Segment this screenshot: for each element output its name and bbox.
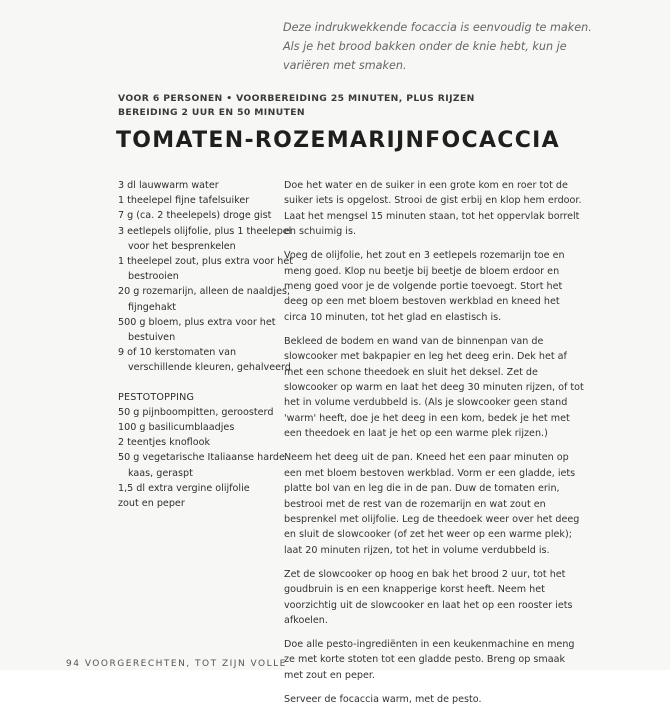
ingredient-item: 20 g rozemarijn, alleen de naaldjes, fijngehakt	[118, 286, 291, 313]
recipe-title: TOMATEN-ROZEMARIJNFOCACCIA	[116, 128, 560, 153]
ingredient-item: 7 g (ca. 2 theelepels) droge gist	[118, 210, 272, 222]
ingredient-item: 3 eetlepels olijfolie, plus 1 theelepel voor het besprenkelen	[118, 225, 292, 252]
ingredient-item: 3 dl lauwwarm water	[118, 180, 219, 191]
method-steps	[284, 178, 584, 716]
intro-text: Deze indrukwekkende focaccia is eenvoudig te maken. Als je het brood bakken onder de knie hebt, kun je variëren met smaken.	[283, 21, 592, 72]
method-step: Serveer de focaccia warm, met de pesto.	[284, 693, 482, 705]
meta-servings-prep: VOOR 6 PERSONEN • VOORBEREIDING 25 MINUTEN, PLUS RIJZEN	[118, 93, 475, 104]
method-step: Doe het water en de suiker in een grote kom en roer tot de suiker iets is opgelost. Strooi de gist erbij en klop hem erdoor. Laat het mengsel 15 minuten staan, tot het oppervlak borrelt en schuimig is.	[284, 180, 582, 238]
ingredients-list	[118, 178, 298, 511]
meta-cooking-time: BEREIDING 2 UUR EN 50 MINUTEN	[118, 107, 305, 118]
recipe-meta	[118, 92, 598, 120]
ingredient-item: 1 theelepel fijne tafelsuiker	[118, 195, 250, 207]
page-footer: 94 VOORGERECHTEN, TOT ZIJN VOLLE	[66, 659, 287, 669]
ingredient-item: 500 g bloem, plus extra voor het bestuiven	[118, 316, 276, 344]
ingredient-item: 1 theelepel zout, plus extra voor het bestrooien	[118, 256, 294, 283]
ingredient-item: 9 of 10 kerstomaten van verschillende kleuren, gehalveerd	[118, 347, 291, 374]
pesto-ingredient-item: 50 g vegetarische Italiaanse harde kaas, geraspt	[118, 452, 285, 479]
method-step: Bekleed de bodem en wand van de binnenpan van de slowcooker met bakpapier en leg het deeg erin. Dek het af met een schone theedoek en sluit het deksel. Zet de slowcooker op warm en laat het deeg 30 minuten rijzen, of tot het in volume verdubbeld is. (Als je slowcooker geen stand 'warm' heeft, doe je het deeg in een kom, bedek je het met een theedoek en laat je het op een warme plek rijzen.)	[284, 335, 584, 440]
pesto-heading: PESTOTOPPING	[118, 391, 195, 403]
method-step: Doe alle pesto-ingrediënten in een keukenmachine en meng ze met korte stoten tot een gladde pesto. Breng op smaak met zout en peper.	[284, 638, 575, 681]
pesto-ingredient-item: 1,5 dl extra vergine olijfolie	[118, 482, 250, 494]
pesto-ingredient-item: 2 teentjes knoflook	[118, 437, 211, 449]
pesto-ingredient-item: 100 g basilicumblaadjes	[118, 422, 235, 434]
pesto-ingredient-item: 50 g pijnboompitten, geroosterd	[118, 406, 274, 418]
method-step: Voeg de olijfolie, het zout en 3 eetlepels rozemarijn toe en meng goed. Klop nu beetje bij beetje de bloem erdoor en meng goed voor je de volgende portie toevoegt. Stort het deeg op een met bloem bestoven werkblad en kneed het circa 10 minuten, tot het glad en elastisch is.	[284, 250, 565, 323]
method-step: Zet de slowcooker op hoog en bak het brood 2 uur, tot het goudbruin is en een knapperige korst heeft. Neem het voorzichtig uit de slowcooker en laat het op een rooster iets afkoelen.	[284, 568, 573, 626]
pesto-ingredient-item: zout en peper	[118, 498, 185, 510]
method-step: Neem het deeg uit de pan. Kneed het een paar minuten op een met bloem bestoven werkblad. Vorm er een gladde, iets platte bol van en leg die in de pan. Duw de tomaten erin, bestrooi met de rest van de rozemarijn en wat zout en besprenkel met olijfolie. Leg de theedoek weer over het deeg en sluit de slowcooker (of zet het weer op een warme plek); laat 20 minuten rijzen, tot het in volume verdubbeld is.	[284, 452, 580, 556]
